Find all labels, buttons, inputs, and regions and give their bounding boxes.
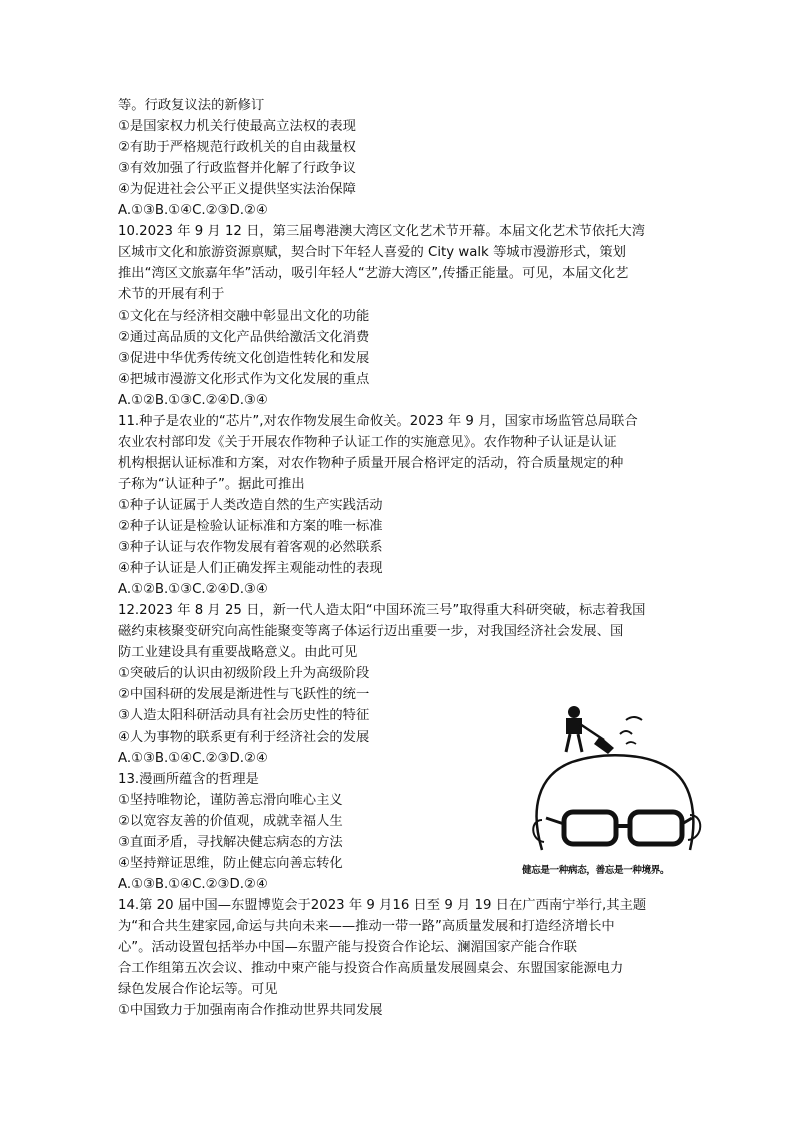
text-line: A.①③B.①④C.②③D.②④	[118, 750, 268, 766]
text-line: 12.2023 年 8 月 25 日，新一代人造太阳“中国环流三号”取得重大科研突破，标志着我国	[118, 603, 646, 619]
text-line: ②以宽容友善的价值观，成就幸福人生	[118, 813, 343, 829]
text-line: 心”。活动设置包括举办中国—东盟产能与投资合作论坛、澜湄国家产能合作联	[118, 940, 577, 955]
text-line: ③直面矛盾，寻找解决健忘病态的方法	[118, 834, 343, 850]
cartoon-drawing	[522, 700, 712, 880]
text-line: ①坚持唯物论，谨防善忘滑向唯心主义	[118, 792, 343, 808]
text-line: ①突破后的认识由初级阶段上升为高级阶段	[118, 666, 370, 682]
text-line: ③种子认证与农作物发展有着客观的必然联系	[118, 540, 383, 556]
text-line: A.①②B.①③C.②④D.③④	[118, 582, 268, 598]
text-line: ④种子认证是人们正确发挥主观能动性的表现	[118, 561, 383, 577]
text-line: 区城市文化和旅游资源禀赋，契合时下年轻人喜爱的 City walk 等城市漫游形式，策划	[118, 245, 626, 261]
text-line: 为“和合共生建家园,命运与共向未来——推动一带一路”高质量发展和打造经济增长中	[118, 918, 615, 934]
text-line: 14.第 20 届中国—东盟博览会于2023 年 9 月16 日至 9 月 19 日在广西南宁举行,其主题	[118, 897, 647, 913]
text-line: 绿色发展合作论坛等。可见	[118, 982, 278, 998]
text-line: 等。行政复议法的新修订	[118, 98, 265, 113]
text-line: ①是国家权力机关行使最高立法权的表现	[118, 119, 356, 135]
text-line: 术节的开展有利于	[118, 287, 225, 303]
text-line: 子称为“认证种子”。据此可推出	[118, 476, 305, 492]
text-line: 推出“湾区文旅嘉年华”活动，吸引年轻人“艺游大湾区”,传播正能量。可见，本届文化艺	[118, 266, 629, 282]
text-line: ①中国致力于加强南南合作推动世界共同发展	[118, 1003, 383, 1019]
text-line: ②种子认证是检验认证标准和方案的唯一标准	[118, 519, 383, 534]
text-line: 机构根据认证标准和方案，对农作物种子质量开展合格评定的活动，符合质量规定的种	[118, 455, 624, 471]
text-line: 防工业建设具有重要战略意义。由此可见	[118, 645, 358, 661]
text-line: ③有效加强了行政监督并化解了行政争议	[118, 161, 356, 177]
text-line: 10.2023 年 9 月 12 日，第三届粤港澳大湾区文化艺术节开幕。本届文化艺术节依托大湾	[118, 224, 645, 240]
text-line: 合工作组第五次会议、推动中柬产能与投资合作高质量发展圆桌会、东盟国家能源电力	[118, 961, 624, 977]
text-line: A.①②B.①③C.②④D.③④	[118, 392, 268, 408]
text-line: A.①③B.①④C.②③D.②④	[118, 876, 268, 892]
text-line: ③人造太阳科研活动具有社会历史性的特征	[118, 708, 370, 724]
text-line: ④坚持辩证思维，防止健忘向善忘转化	[118, 855, 343, 871]
text-line: ③促进中华优秀传统文化创造性转化和发展	[118, 350, 370, 366]
cartoon-caption: 健忘是一种病态，善忘是一种境界。	[522, 865, 670, 876]
text-line: ④人为事物的联系更有利于经济社会的发展	[118, 729, 370, 745]
text-line: ④把城市漫游文化形式作为文化发展的重点	[118, 371, 370, 387]
text-line: ②中国科研的发展是渐进性与飞跃性的统一	[118, 687, 370, 703]
text-line: ①文化在与经济相交融中彰显出文化的功能	[118, 308, 370, 324]
text-line: ②有助于严格规范行政机关的自由裁量权	[118, 140, 356, 156]
text-line: ④为促进社会公平正义提供坚实法治保障	[118, 182, 356, 198]
text-line: 农业农村部印发《关于开展农作物种子认证工作的实施意见》。农作物种子认证是认证	[118, 434, 617, 450]
text-line: 13.漫画所蕴含的哲理是	[118, 771, 259, 787]
text-line: ②通过高品质的文化产品供给激活文化消费	[118, 329, 370, 345]
text-line: 11.种子是农业的“芯片”,对农作物发展生命攸关。2023 年 9 月，国家市场监管总局联合	[118, 413, 638, 429]
text-line: ①种子认证属于人类改造自然的生产实践活动	[118, 497, 383, 513]
text-line: 磁约束核聚变研究向高性能聚变等离子体运行迈出重要一步，对我国经济社会发展、国	[118, 624, 624, 640]
text-line: A.①③B.①④C.②③D.②④	[118, 203, 268, 219]
cartoon-illustration	[522, 700, 712, 880]
